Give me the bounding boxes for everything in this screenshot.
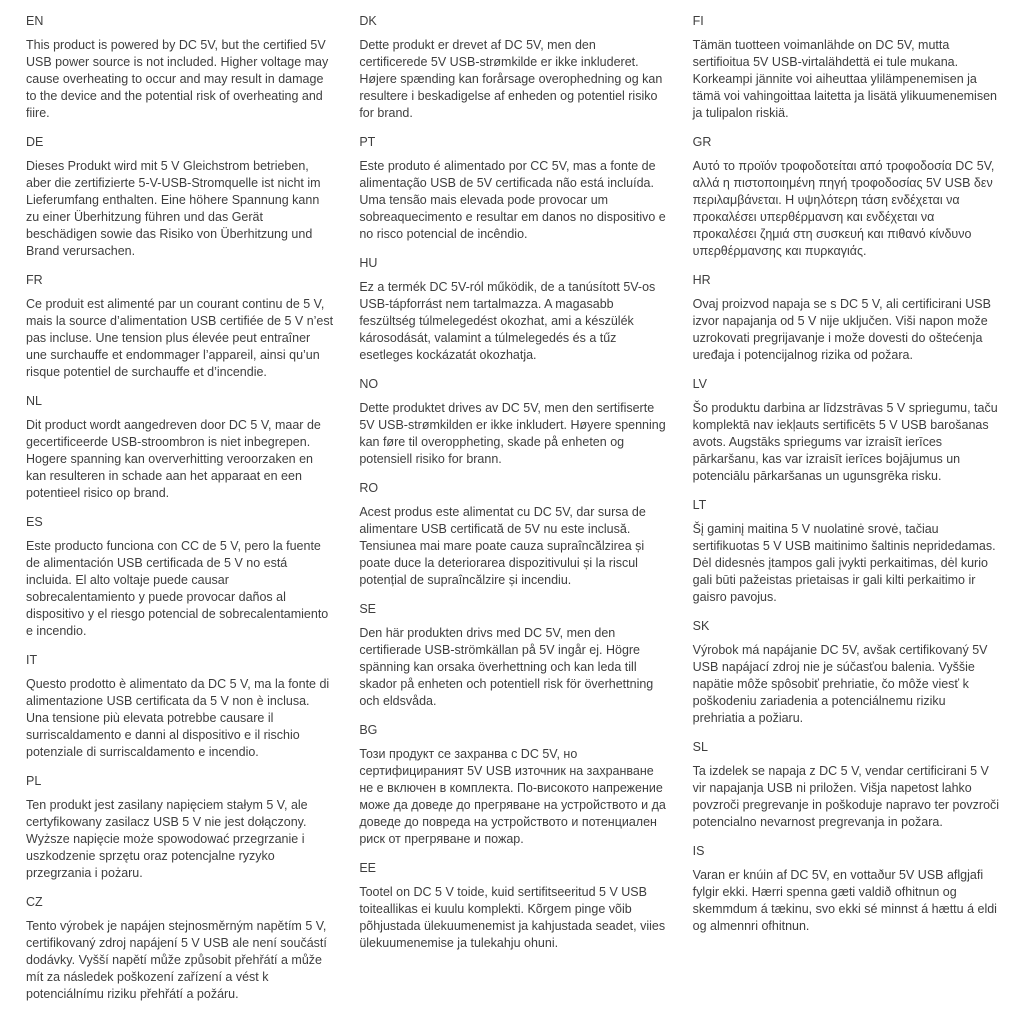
language-text: Tento výrobek je napájen stejnosměrným napětím 5 V, certifikovaný zdroj napájení 5 V USB ale není součástí dodávky. Vyšší napětí může způsobit přehřátí a může mít za následek poškození zařízení a vést k potenciálnímu riziku přehřátí a požáru. [26,919,327,1001]
column-1 [26,13,333,1015]
language-code: DE [26,135,44,149]
language-code: IS [692,844,705,858]
language-code: GR [692,135,712,149]
language-section-bg [359,722,666,848]
language-code: SE [359,602,377,616]
language-text: This product is powered by DC 5V, but the certified 5V USB power source is not included. Higher voltage may cause overheating to occur and may result in damage to the device and the potential risk of overheating and fiire. [26,38,329,120]
language-section-ro [359,480,666,589]
language-section-se [359,601,666,710]
language-text: Dette produktet drives av DC 5V, men den sertifiserte 5V USB-strømkilden er ikke inkludert. Høyere spenning kan føre til overoppheting, skade på enheten og potensiell risiko for brann. [359,401,666,466]
language-section-dk [359,13,666,122]
language-code: DK [359,14,377,28]
language-section-lt [693,497,1000,606]
language-text: Šo produktu darbina ar līdzstrāvas 5 V spriegumu, taču komplektā nav iekļauts sertificēts 5 V USB barošanas avots. Augstāks spriegums var izraisīt ierīces pārkaršanu, kas var izraisīt ierīces bojājumus un potenciālu pārkaršanas un ugunsgrēka risku. [692,401,998,483]
language-code: SL [692,740,708,754]
language-section-sk [693,618,1000,727]
language-text: Acest produs este alimentat cu DC 5V, dar sursa de alimentare USB certificată de 5V nu este inclusă. Tensiunea mai mare poate cauza supraîncălzirea și poate duce la deteriorarea dispozitivului și la riscul potențial de supraîncălzire și incendiu. [359,505,646,587]
language-code: LT [692,498,707,512]
language-code: IT [26,653,38,667]
column-3 [693,13,1000,1015]
language-section-it [26,652,333,761]
language-code: EE [359,861,377,875]
language-text: Dette produkt er drevet af DC 5V, men den certificerede 5V USB-strømkilde er ikke inkluderet. Højere spænding kan forårsage overophedning og kan resultere i beskadigelse af enheden og potentiel risiko for brand. [359,38,663,120]
language-section-pl [26,773,333,882]
language-text: Dieses Produkt wird mit 5 V Gleichstrom betrieben, aber die zertifizierte 5-V-USB-Stromquelle ist nicht im Lieferumfang enthalten. Eine höhere Spannung kann zu einer Überhitzung führen und das Gerät beschädigen sowie das Risiko von Überhitzung und Brand verursachen. [26,159,321,258]
language-text: Αυτό το προϊόν τροφοδοτείται από τροφοδοσία DC 5V, αλλά η πιστοποιημένη πηγή τροφοδοσίας 5V USB δεν περιλαμβάνεται. Η υψηλότερη τάση ενδέχεται να προκαλέσει υπερθέρμανση και ενδέχεται να προκαλέσει ζημιά στη συσκευή και πιθανό κίνδυνο υπερθέρμανσης και πυρκαγιάς. [692,159,995,258]
language-section-no [359,376,666,468]
language-section-fr [26,272,333,381]
language-text: Този продукт се захранва с DC 5V, но сертифицираният 5V USB източник на захранване не е включен в комплекта. По-високото напрежение може да доведе до прегряване на устройството и да доведе до повреда на устройството и потенциален риск от прегряване и пожар. [359,747,666,846]
language-code: CZ [26,895,43,909]
language-text: Este producto funciona con CC de 5 V, pero la fuente de alimentación USB certificada de 5 V no está incluida. El alto voltaje puede causar sobrecalentamiento y puede provocar daños al dispositivo y el riesgo potencial de sobrecalentamiento e incendio. [26,539,329,638]
language-text: Ovaj proizvod napaja se s DC 5 V, ali certificirani USB izvor napajanja od 5 V nije uključen. Viši napon može uzrokovati pregrijavanje i može dovesti do oštećenja uređaja i potencijalnog rizika od požara. [692,297,991,362]
language-section-fi [693,13,1000,122]
language-text: Ce produit est alimenté par un courant continu de 5 V, mais la source d’alimentation USB certifiée de 5 V n’est pas incluse. Une tension plus élevée peut entraîner une surchauffe et endommager l’appareil, ainsi qu’un risque potentiel de surchauffe et d’incendie. [26,297,334,379]
multilingual-safety-notice [26,13,1000,1015]
language-section-cz [26,894,333,1003]
language-text: Tämän tuotteen voimanlähde on DC 5V, mutta sertifioitua 5V USB-virtalähdettä ei tule mukana. Korkeampi jännite voi aiheuttaa ylilämpenemisen ja tämä voi vahingoittaa laitetta ja lisätä ylikuumenemisen ja tulipalon riskiä. [692,38,997,120]
language-code: FI [692,14,704,28]
language-code: NO [359,377,379,391]
language-section-en [26,13,333,122]
language-text: Varan er knúin af DC 5V, en vottaður 5V USB aflgjafi fylgir ekki. Hærri spenna gæti valdið ofhitnun og skemmdum á tækinu, svo ekki sé minnst á hættu á eldi og almennri ofhitnun. [692,868,997,933]
language-section-pt [359,134,666,243]
language-section-de [26,134,333,260]
language-text: Ten produkt jest zasilany napięciem stałym 5 V, ale certyfikowany zasilacz USB 5 V nie jest dołączony. Wyższe napięcie może spowodować przegrzanie i uszkodzenie sprzętu oraz potencjalne ryzyko przegrzania i pożaru. [26,798,308,880]
language-section-gr [693,134,1000,260]
language-text: Este produto é alimentado por CC 5V, mas a fonte de alimentação USB de 5V certificada não está incluída. Uma tensão mais elevada pode provocar um sobreaquecimento e resultar em danos no dispositivo e no risco potencial de incêndio. [359,159,666,241]
language-section-lv [693,376,1000,485]
language-code: HU [359,256,378,270]
language-text: Dit product wordt aangedreven door DC 5 V, maar de gecertificeerde USB-stroombron is niet inbegrepen. Hogere spanning kan oververhitting veroorzaken en kan resulteren in schade aan het apparaat en een potentieel risico op brand. [26,418,321,500]
language-code: EN [26,14,44,28]
language-code: BG [359,723,378,737]
language-text: Tootel on DC 5 V toide, kuid sertifitseeritud 5 V USB toiteallikas ei kuulu komplekti. Kõrgem pinge võib põhjustada ülekuumenemist ja kahjustada seadet, viies ülekuumenemise ja tulekahju ohuni. [359,885,666,950]
language-section-is [693,843,1000,935]
language-section-nl [26,393,333,502]
language-section-sl [693,739,1000,831]
language-code: NL [26,394,42,408]
language-code: PL [26,774,42,788]
language-section-ee [359,860,666,952]
language-text: Ta izdelek se napaja z DC 5 V, vendar certificirani 5 V vir napajanja USB ni priložen. Višja napetost lahko povzroči pregrevanje in poškoduje napravo ter povzroči potencialno nevarnost pregrevanja in požara. [692,764,1000,829]
column-2 [359,13,666,1015]
language-text: Ez a termék DC 5V-ról működik, de a tanúsított 5V-os USB-tápforrást nem tartalmazza. A magasabb feszültség túlmelegedést okozhat, ami a készülék károsodását, valamint a túlmelegedés és a tűz esetleges kockázatát okozhatja. [359,280,656,362]
language-section-hr [693,272,1000,364]
language-code: LV [692,377,708,391]
language-code: PT [359,135,376,149]
language-code: FR [26,273,43,287]
language-section-hu [359,255,666,364]
language-text: Šį gaminį maitina 5 V nuolatinė srovė, tačiau sertifikuotas 5 V USB maitinimo šaltinis nepridedamas. Dėl didesnės įtampos gali įvykti perkaitimas, dėl kurio gali būti pažeistas prietaisas ir gali kilti perkaitimo ir gaisro pavojus. [692,522,996,604]
language-section-es [26,514,333,640]
language-code: RO [359,481,379,495]
language-code: SK [692,619,710,633]
language-code: HR [692,273,711,287]
language-code: ES [26,515,43,529]
language-text: Výrobok má napájanie DC 5V, avšak certifikovaný 5V USB napájací zdroj nie je súčasťou balenia. Vyššie napätie môže spôsobiť prehriatie, čo môže viesť k poškodeniu zariadenia a potenciálnemu riziku prehriatia a požiaru. [692,643,988,725]
language-text: Den här produkten drivs med DC 5V, men den certifierade USB-strömkällan på 5V ingår ej. Högre spänning kan orsaka överhettning och kan leda till skador på enheten och potentiell risk för överhettning och eldsvåda. [359,626,654,708]
language-text: Questo prodotto è alimentato da DC 5 V, ma la fonte di alimentazione USB certificata da 5 V non è inclusa. Una tensione più elevata potrebbe causare il surriscaldamento e danni al dispositivo e il rischio potenziale di surriscaldamento e incendio. [26,677,330,759]
